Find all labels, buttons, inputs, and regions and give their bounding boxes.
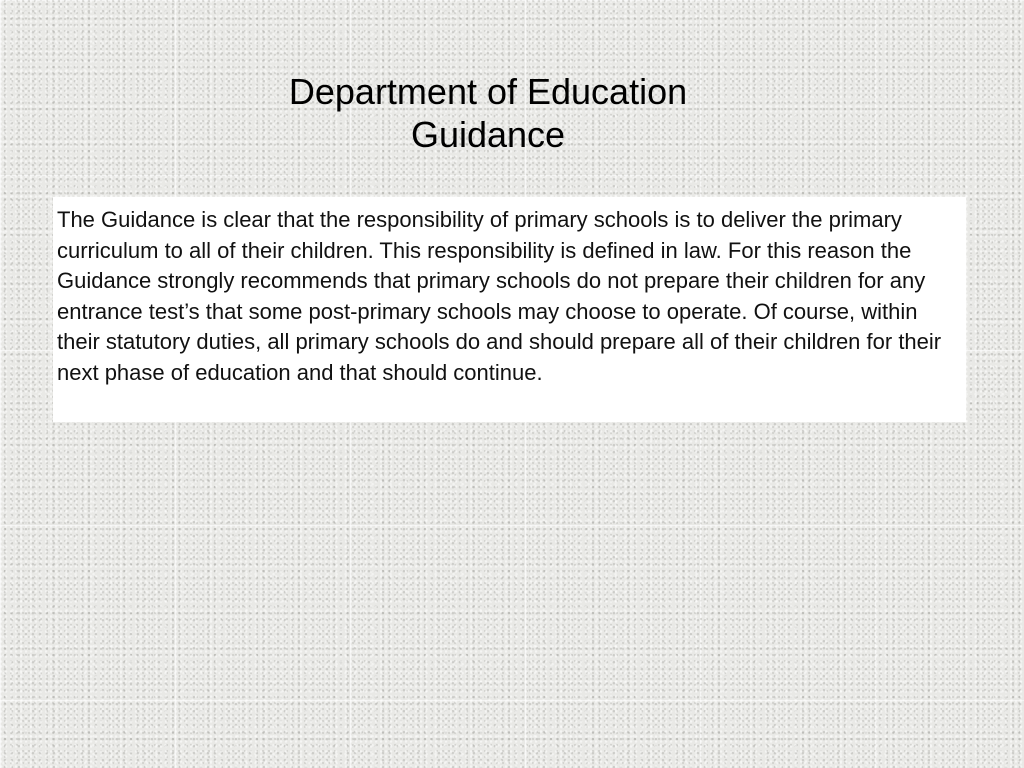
slide-title-line-2: Guidance: [410, 114, 566, 155]
quote-text: The Guidance is clear that the responsibility of primary schools is to deliver the primary curriculum to all of their children. This responsibility is defined in law. For this reason the Guidance strongly recommends that primary schools do not prepare their children for any entrance test’s that some post-primary schools may choose to operate. Of course, within their statutory duties, all primary schools do and should prepare all of their children for their next phase of education and that should continue.: [57, 207, 942, 385]
slide-title-line-1: Department of Education: [288, 71, 688, 112]
quote-box: [53, 197, 966, 422]
slide-title: [0, 70, 976, 156]
